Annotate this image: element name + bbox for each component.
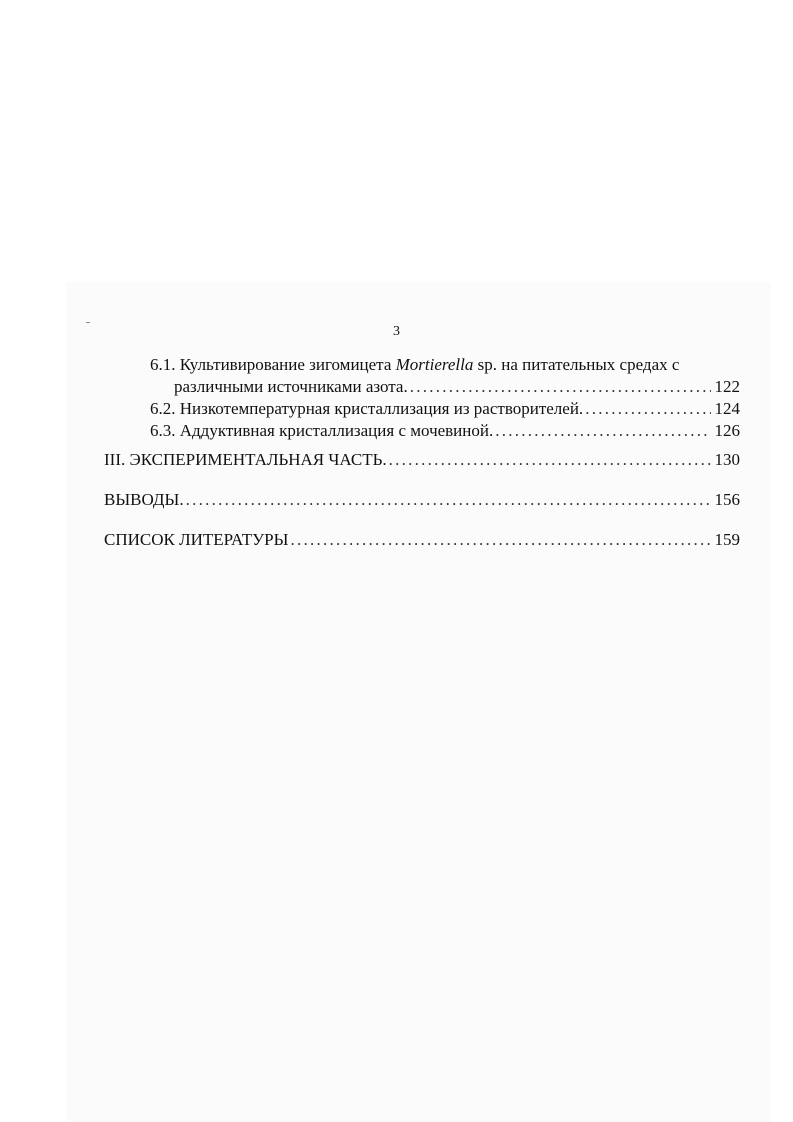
toc-references	[104, 530, 740, 550]
toc-section-3-text: III. ЭКСПЕРИМЕНТАЛЬНАЯ ЧАСТЬ.	[104, 450, 387, 469]
toc-item-6-1-continuation	[174, 377, 740, 397]
toc-item-6-2-text: Низкотемпературная кристаллизация из растворителей.	[179, 399, 584, 418]
toc-leader-dots	[389, 450, 711, 470]
toc-item-6-2-number: 6.2.	[150, 399, 176, 418]
toc-item-6-2	[150, 399, 740, 419]
toc-item-6-1-continuation-text: различными источниками азота.	[174, 377, 408, 396]
toc-conclusions-text: ВЫВОДЫ.	[104, 490, 184, 509]
toc-item-6-3	[150, 421, 740, 441]
toc-item-6-2-page: 124	[714, 399, 740, 418]
toc-item-6-1-italic: Mortierella	[395, 355, 474, 374]
toc-references-text: СПИСОК ЛИТЕРАТУРЫ	[104, 530, 289, 549]
toc-item-6-1-number: 6.1.	[150, 355, 176, 374]
toc-item-6-3-text: Аддуктивная кристаллизация с мочевиной.	[179, 421, 494, 440]
toc-section-3	[104, 450, 740, 470]
toc-item-6-1	[150, 355, 679, 375]
toc-item-6-3-page: 126	[714, 421, 740, 440]
toc-section-3-page: 130	[714, 450, 740, 469]
toc-conclusions-page: 156	[714, 490, 740, 509]
scan-speck	[86, 322, 90, 323]
toc-references-page: 159	[714, 530, 740, 549]
toc-conclusions	[104, 490, 740, 510]
toc-leader-dots	[410, 377, 711, 397]
toc-leader-dots	[585, 399, 710, 419]
toc-item-6-3-number: 6.3.	[150, 421, 176, 440]
toc-leader-dots	[495, 421, 710, 441]
toc-item-6-1-text-after: sp. на питательных средах с	[477, 355, 680, 374]
toc-leader-dots	[290, 530, 710, 550]
toc-item-6-1-page: 122	[714, 377, 740, 396]
toc-item-6-1-text: Культивирование зигомицета	[179, 355, 392, 374]
page-number: 3	[393, 324, 400, 339]
toc-leader-dots	[186, 490, 711, 510]
